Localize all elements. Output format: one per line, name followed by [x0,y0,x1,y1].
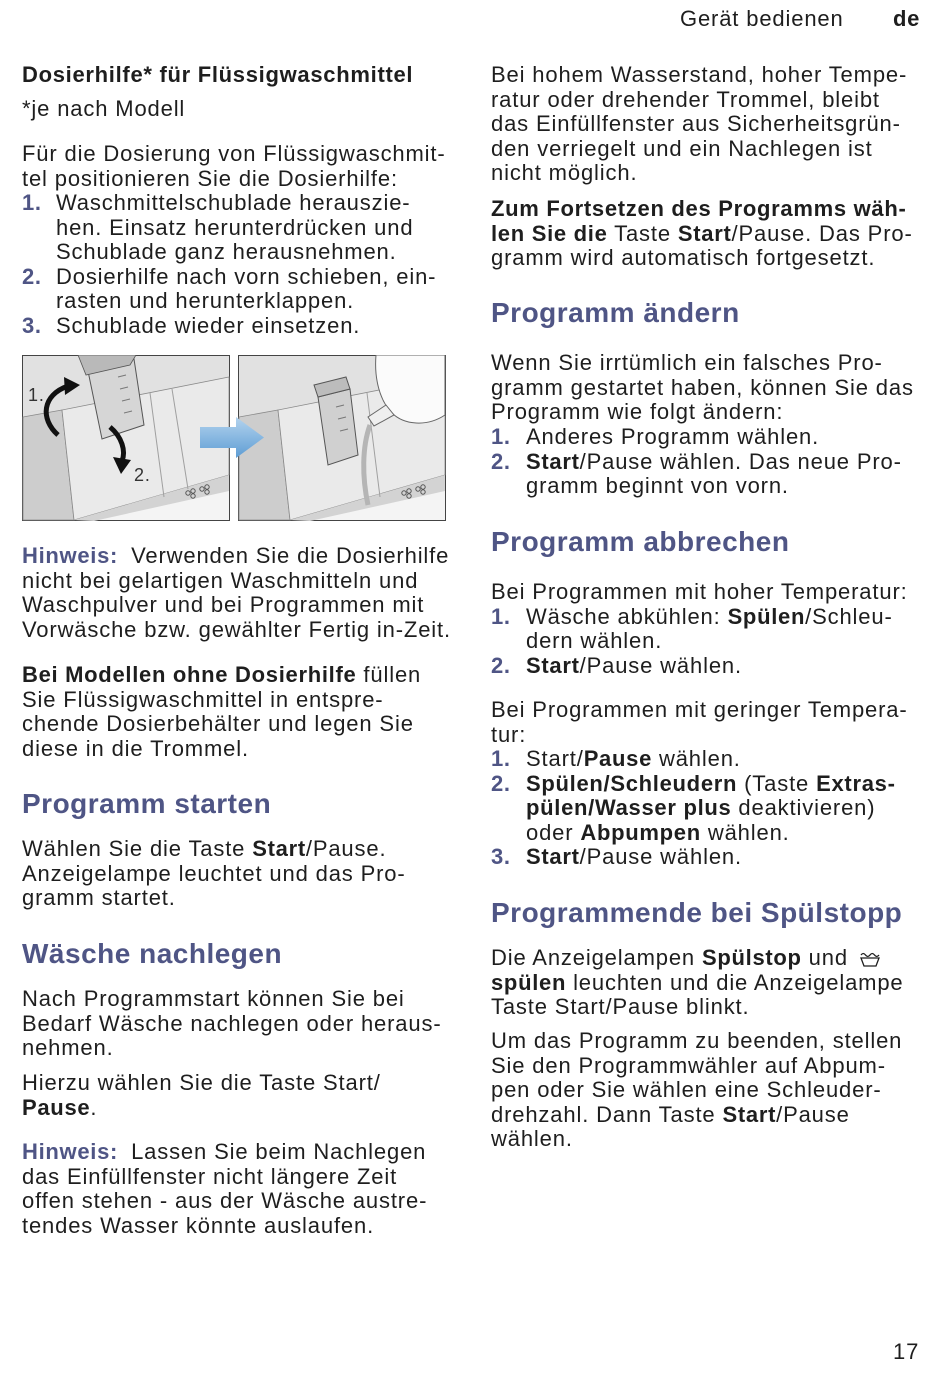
list-item [22,191,447,265]
change-program-intro [491,351,916,425]
heading-programm-aendern: Programm ändern [491,297,740,328]
text-run: /Pause. Das Pro- [731,220,913,246]
list-number: 1. [491,603,511,629]
text-line [22,167,447,192]
text-run: das Einfüllfenster aus Sicherheitsgrün- [491,111,901,137]
text-line [22,1189,447,1214]
change-program-steps [491,425,916,499]
reload-laundry-text [22,987,447,1061]
text-run: hen. Einsatz herunterdrücken und [56,214,414,240]
text-run: tur: [491,721,527,747]
models-without-dosing-aid [22,663,447,761]
text-run: /Pause wählen. [579,652,742,678]
text-run: rasten und herunterklappen. [56,288,355,314]
text-run: Anzeigelampe leuchtet und das Pro- [22,860,406,886]
text-run: Anderes Programm wählen. [526,424,820,449]
text-line [22,862,447,887]
cancel-low-temp-steps [491,747,916,870]
text-run: Wenn Sie irrtümlich ein falsches Pro- [491,350,883,375]
page-number: 17 [893,1339,920,1364]
figure-step-1-label: 1. [28,385,45,405]
reload-laundry-action [22,1071,447,1120]
bold-text: Abpumpen [580,819,701,845]
bold-text: pülen/Wasser plus [526,795,732,821]
text-line [22,1071,447,1096]
text-run: Taste Start/Pause blinkt. [491,994,750,1020]
text-run: /Pause wählen. Das neue Pro- [579,448,902,474]
text-line [22,1165,447,1190]
text-run: Wählen Sie die Taste [22,836,253,861]
text-line [22,1214,447,1239]
rinse-stop-text [491,946,916,1020]
drawer-step-1-panel [23,355,230,521]
text-run: Start/ [526,746,584,771]
list-number: 2. [491,652,511,678]
list-number: 1. [491,746,511,771]
text-line [491,376,916,401]
text-run: nicht möglich. [491,160,638,186]
text-run: Programm wie folgt ändern: [491,399,784,425]
note-label: Hinweis: [22,543,119,568]
bold-text: spülen [491,969,567,995]
text-line [491,580,916,605]
dosing-aid-footnote: *je nach Modell [22,96,186,121]
text-run: gramm gestartet haben, können Sie das [491,374,914,400]
text-line [22,1012,447,1037]
dosing-aid-illustration [22,355,446,521]
list-number: 1. [22,190,42,215]
text-line [491,161,916,186]
text-line [526,747,741,772]
cancel-high-temp-intro [491,580,916,605]
text-line [22,737,447,762]
text-line [56,191,413,216]
note-door-open [22,1140,447,1238]
text-run: /Schleu- [805,603,893,629]
text-line [491,1127,916,1152]
text-run: das Einfüllfenster nicht längere Zeit [22,1163,398,1189]
list-item [491,605,916,654]
bold-text: Start [526,844,580,870]
cancel-low-temp-intro [491,698,916,747]
text-run: Dosierhilfe nach vorn schieben, ein- [56,263,437,289]
text-line [56,265,436,290]
text-run: Die Anzeigelampen [491,945,702,970]
text-line [526,450,902,475]
text-line [491,246,916,271]
text-run: füllen [356,662,422,687]
list-item [491,772,916,846]
dosing-aid-steps [22,191,447,339]
running-header-section: Gerät bedienen [680,6,844,31]
text-run: Sie den Programmwähler auf Abpum- [491,1052,886,1078]
text-run: pen oder Sie wählen eine Schleuder- [491,1077,882,1103]
bold-text: Zum Fortsetzen des Programms wäh- [491,196,907,221]
bold-text: Pause [583,746,653,771]
text-line [22,142,447,167]
text-line [22,663,447,688]
text-line [22,712,447,737]
heading-programm-abbrechen: Programm abbrechen [491,526,790,557]
text-line [491,63,916,88]
list-number: 2. [22,263,42,289]
bold-text: Pause [22,1094,91,1120]
list-item-text [526,605,893,654]
text-line [491,88,916,113]
text-line [491,723,916,748]
text-line [491,137,916,162]
text-run: Für die Dosierung von Flüssigwaschmit- [22,141,446,166]
text-run: /Pause wählen. [579,844,742,870]
text-run: . [90,1094,98,1120]
continue-program-text [491,197,916,271]
text-line [491,971,916,996]
text-run: Nach Programmstart können Sie bei [22,986,405,1011]
text-line [526,772,896,797]
bold-text: Start [677,220,732,246]
text-run: /Pause. [305,836,387,861]
list-item-text [56,265,436,314]
list-item-text [56,314,360,339]
note-label: Hinweis: [22,1139,119,1164]
bold-text: Start [526,448,580,474]
bold-text: Start [722,1101,777,1127]
list-item [491,450,916,499]
text-run: wählen. [491,1126,573,1152]
text-line [491,995,916,1020]
text-run: deaktivieren) [731,795,876,821]
figure-step-2-label: 2. [134,465,151,485]
bold-text: Spülen/Schleudern [526,770,738,796]
text-line [491,197,916,222]
list-item-text [526,772,896,846]
text-run: den verriegelt und ein Nachlegen ist [491,135,873,161]
text-run: Bei Programmen mit geringer Tempera- [491,697,908,722]
list-item [491,845,916,870]
text-run: Lassen Sie beim Nachlegen [131,1139,427,1164]
bold-text: Spülen [727,603,806,629]
text-run: Waschpulver und bei Programmen mit [22,592,425,618]
text-line [491,1029,916,1054]
list-item-text [526,654,742,679]
bold-text: Start [526,652,580,678]
text-line [526,629,893,654]
text-line [22,1140,447,1165]
text-line [526,821,896,846]
text-line [491,946,916,971]
text-run: wählen. [700,819,790,845]
text-run: Sie Flüssigwaschmittel in entspre- [22,686,384,712]
text-line [491,112,916,137]
text-run: leuchten und die Anzeigelampe [566,969,904,995]
list-number: 3. [22,312,42,338]
text-run: Um das Programm zu beenden, stellen [491,1028,903,1053]
text-line [491,1103,916,1128]
heading-waesche-nachlegen: Wäsche nachlegen [22,938,283,969]
text-run: dern wählen. [526,628,663,654]
bold-text: Spülstop [701,945,802,970]
text-run: Taste [607,220,678,246]
text-line [22,987,447,1012]
text-run: tel positionieren Sie die Dosierhilfe: [22,165,398,191]
text-run: (Taste [737,770,817,796]
text-line [491,698,916,723]
text-run: tendes Wasser könnte auslaufen. [22,1212,375,1238]
finish-program-text [491,1029,916,1152]
text-line [22,543,450,569]
cancel-high-temp-steps [491,605,916,679]
text-line [22,616,451,643]
text-line [22,886,447,911]
language-code: de [893,6,921,31]
drawer-step-2-panel [239,355,446,521]
text-line [56,240,413,265]
text-run: drehzahl. Dann Taste [491,1101,723,1127]
text-line [22,569,447,594]
bold-text: Extras- [816,770,896,796]
list-item [22,314,447,339]
text-run: Bei hohem Wasserstand, hoher Tempe- [491,62,908,87]
dosing-aid-title: Dosierhilfe* für Flüssigwaschmittel [22,62,414,87]
text-line [22,1036,447,1061]
text-run: oder [526,819,581,845]
text-line [526,654,742,679]
text-line [491,222,916,247]
text-line [56,216,413,241]
text-run: gramm wird automatisch fortgesetzt. [491,245,876,271]
text-line [526,474,902,499]
text-run: Bedarf Wäsche nachlegen oder heraus- [22,1010,442,1036]
list-item [491,747,916,772]
list-item-text [56,191,413,265]
bold-text: Bei Modellen ohne Dosierhilfe [22,662,357,687]
list-number: 3. [491,844,511,870]
heading-programm-starten: Programm starten [22,788,272,819]
text-run: gramm beginnt von vorn. [526,473,789,499]
text-line [491,400,916,425]
dosing-aid-figure [22,355,446,521]
text-run: nehmen. [22,1035,114,1061]
text-line [491,351,916,376]
text-run: nicht bei gelartigen Waschmitteln und [22,567,419,593]
text-line [526,605,893,630]
note-dosing-aid [22,543,451,642]
text-run: ratur oder drehender Trommel, bleibt [491,86,880,112]
list-item-text [526,450,902,499]
text-run: wählen. [652,746,741,771]
list-number: 2. [491,448,511,474]
bold-text: Start [252,836,306,861]
text-line [22,837,447,862]
heading-programmende-spuelstopp: Programmende bei Spülstopp [491,897,903,928]
list-item-text [526,845,742,870]
text-line [22,593,447,618]
text-run: offen stehen - aus der Wäsche austre- [22,1188,428,1214]
list-item [491,425,916,450]
list-item [22,265,447,314]
text-run: Vorwäsche bzw. gewählter Fertig in-Zeit. [22,616,451,642]
list-item-text [526,425,819,450]
bold-text: len Sie die [491,220,608,246]
text-run: Schublade ganz herausnehmen. [56,239,397,265]
text-line [491,1054,916,1079]
text-line [491,1078,916,1103]
text-run: Verwenden Sie die Dosierhilfe [131,543,450,568]
list-number: 2. [491,770,511,796]
text-run: gramm startet. [22,885,176,911]
text-run: chende Dosierbehälter und legen Sie [22,711,414,737]
dosing-aid-intro [22,142,447,191]
text-line [56,314,360,339]
text-line [526,845,742,870]
text-run: Wäsche abkühlen: [526,603,728,629]
text-line [22,1096,447,1121]
text-run: Bei Programmen mit hoher Temperatur: [491,579,908,604]
text-run: Hierzu wählen Sie die Taste Start/ [22,1070,381,1095]
text-run: Schublade wieder einsetzen. [56,312,361,338]
list-item-text [526,747,741,772]
text-line [56,289,436,314]
text-run: diese in die Trommel. [22,735,249,761]
list-item [491,654,916,679]
text-line [22,688,447,713]
door-locked-text [491,63,916,186]
start-program-text [22,837,447,911]
text-line [526,425,819,450]
list-number: 1. [491,424,511,449]
text-run: Waschmittelschublade herauszie- [56,190,411,215]
text-line [526,796,896,821]
text-run: /Pause [776,1101,850,1127]
text-run: und [801,945,855,970]
